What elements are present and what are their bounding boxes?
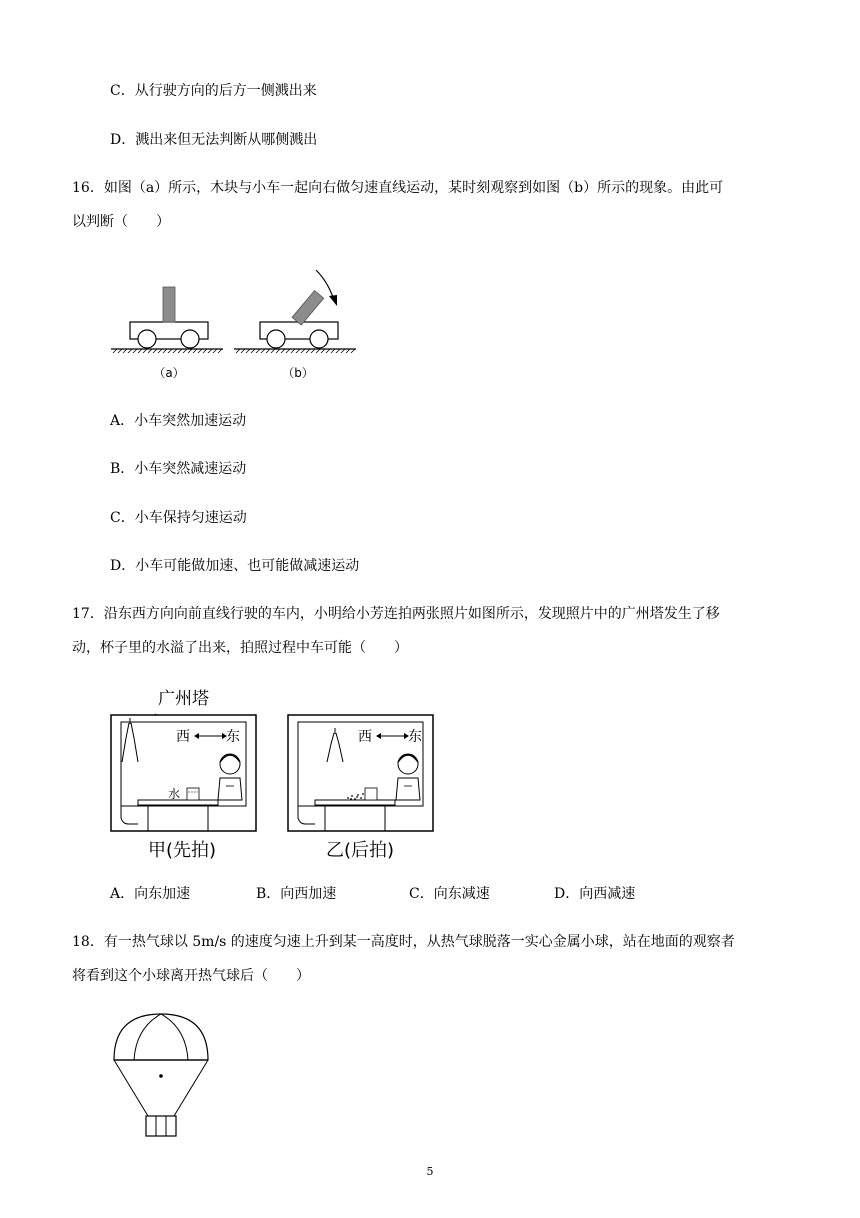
q16-stem-line2: 以判断（ ） bbox=[72, 214, 170, 230]
east-label-second: 东 bbox=[408, 729, 422, 745]
caption-first: 甲(先拍) bbox=[147, 840, 217, 861]
q16-stem-line1: 16．如图（a）所示，木块与小车一起向右做匀速直线运动，某时刻观察到如图（b）所示的现象。由此可 bbox=[72, 180, 724, 196]
q17-option-b: B．向西加速 bbox=[256, 886, 337, 902]
q17-stem-line1: 17．沿东西方向向前直线行驶的车内，小明给小芳连拍两张照片如图所示，发现照片中的广州塔发生了移 bbox=[72, 606, 720, 622]
q16-option-d: D．小车可能做加速、也可能做减速运动 bbox=[110, 558, 360, 574]
q17-option-a: A．向东加速 bbox=[110, 886, 191, 902]
block-upright bbox=[163, 287, 175, 322]
water-label: 水 bbox=[168, 787, 181, 801]
q18-stem-line1: 18．有一热气球以 5m/s 的速度匀速上升到某一高度时，从热气球脱落一实心金属小球，站在地面的观察者 bbox=[72, 934, 735, 950]
q16-option-a: A．小车突然加速运动 bbox=[110, 413, 247, 429]
q16-cart-figure bbox=[108, 262, 368, 387]
fig-label-b: （b） bbox=[282, 366, 314, 380]
q16-option-b: B．小车突然减速运动 bbox=[110, 461, 247, 477]
metal-ball bbox=[159, 1074, 163, 1078]
east-label-first: 东 bbox=[226, 729, 240, 745]
basket bbox=[146, 1116, 176, 1136]
west-label-second: 西 bbox=[358, 729, 372, 745]
q17-photos-figure bbox=[108, 678, 448, 864]
ground-b bbox=[234, 349, 356, 353]
q15-option-d: D．溅出来但无法判断从哪侧溅出 bbox=[110, 132, 318, 148]
q17-option-c: C．向东减速 bbox=[409, 886, 490, 902]
q15-option-c: C．从行驶方向的后方一侧溅出来 bbox=[110, 83, 317, 99]
photo-first bbox=[111, 715, 256, 831]
block-tilted bbox=[292, 291, 324, 326]
q18-balloon-figure bbox=[108, 1008, 218, 1142]
page-number: 5 bbox=[426, 1165, 434, 1178]
photo-second bbox=[288, 715, 433, 831]
west-label-first: 西 bbox=[176, 729, 190, 745]
caption-second: 乙(后拍) bbox=[325, 840, 395, 861]
tower-label: 广州塔 bbox=[158, 689, 209, 709]
q17-option-d: D．向西减速 bbox=[554, 886, 636, 902]
q17-stem-line2: 动，杯子里的水溢了出来，拍照过程中车可能（ ） bbox=[72, 640, 408, 656]
q16-option-c: C．小车保持匀速运动 bbox=[110, 510, 247, 526]
fig-label-a: （a） bbox=[153, 366, 185, 380]
ground-a bbox=[111, 349, 223, 353]
q18-stem-line2: 将看到这个小球离开热气球后（ ） bbox=[72, 968, 310, 984]
